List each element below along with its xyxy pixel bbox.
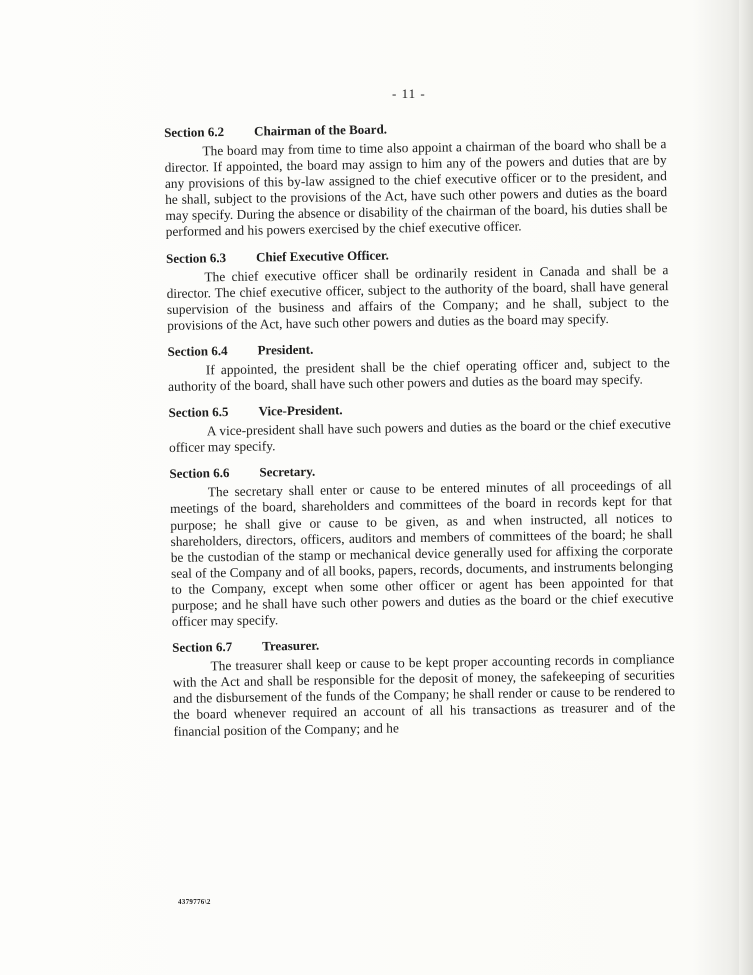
section-paragraph: The chief executive officer shall be ordinarily resident in Canada and shall be a director. The chief executive officer, subject to the authority of the board, shall have general supervision of the business and affairs of the Company; and he shall, subject to the provisions of the Act, have such other powers and duties as the board may specify. <box>166 261 669 333</box>
section-title: Treasurer. <box>262 637 320 654</box>
section-number: Section 6.4 <box>167 342 228 359</box>
section-paragraph: The board may from time to time also appoint a chairman of the board who shall be a director. If appointed, the board may assign to him any of the powers and duties that are by any provisions of this by-law assigned to the chief executive officer or to the president, and he shall, subject to the provisions of the Act, have such other powers and duties as the board may specify. During the absence or disability of the chairman of the board, his duties shall be performed and his powers exercised by the chief executive officer. <box>164 136 668 240</box>
document-body <box>164 117 676 749</box>
section-6-2 <box>164 117 668 240</box>
scan-edge <box>739 0 753 975</box>
section-number: Section 6.3 <box>165 249 227 266</box>
section-paragraph: The secretary shall enter or cause to be entered minutes of all proceedings of all meetings of the board, shareholders and committees of the board in records kept for that purpose; he shall give or cause to be given, as and when instructed, all notices to shareholders, directors, officers, auditors and members of committees of the board; he shall be the custodian of the stamp or mechanical device generally used for affixing the corporate seal of the Company and of all books, papers, records, documents, and instruments belonging to the Company, except when some other officer or agent has been appointed for that purpose; and he shall have such other powers and duties as the board or the chief executive officer may specify. <box>169 477 674 630</box>
section-6-6 <box>169 458 674 630</box>
section-title: Secretary. <box>259 463 316 480</box>
section-title: Vice-President. <box>258 402 343 419</box>
section-6-7 <box>172 632 676 739</box>
section-paragraph: A vice-president shall have such powers and duties as the board or the chief executive officer may specify. <box>168 416 671 456</box>
section-title: President. <box>257 341 314 358</box>
section-6-5 <box>168 397 671 456</box>
section-number: Section 6.2 <box>164 124 225 140</box>
section-title: Chairman of the Board. <box>253 121 388 139</box>
section-6-4 <box>167 336 670 395</box>
section-title: Chief Executive Officer. <box>255 247 389 265</box>
section-paragraph: The treasurer shall keep or cause to be kept proper accounting records in compliance with the Act and shall be responsible for the deposit of money, the safekeeping of securities and the disbursement of the funds of the Company; he shall render or cause to be rendered to the board whenever required an account of all his transactions as treasurer and of the financial position of the Company; and he <box>172 651 676 739</box>
document-footer-code: 4379776\2 <box>178 898 211 906</box>
section-number: Section 6.7 <box>172 639 233 656</box>
section-number: Section 6.6 <box>169 465 230 482</box>
page-number: - 11 - <box>392 86 426 101</box>
section-6-3 <box>166 243 669 334</box>
section-number: Section 6.5 <box>168 404 229 421</box>
section-paragraph: If appointed, the president shall be the chief operating officer and, subject to the authority of the board, shall have such other powers and duties as the board may specify. <box>167 355 670 394</box>
